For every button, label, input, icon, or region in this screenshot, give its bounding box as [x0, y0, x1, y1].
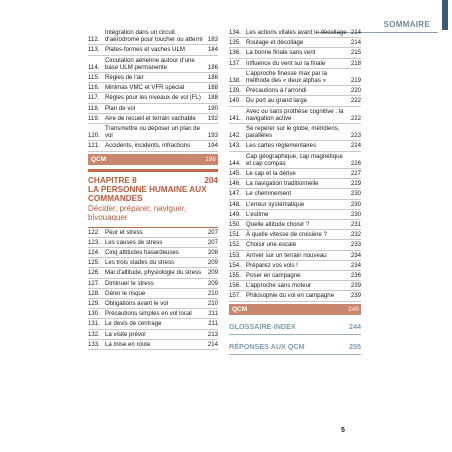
- entry-title: Minimas VMC et VFR spécial: [105, 84, 185, 92]
- toc-entry[interactable]: [229, 86, 361, 96]
- toc-entry[interactable]: [88, 104, 218, 114]
- entry-page: 234: [350, 261, 361, 269]
- toc-entry[interactable]: [229, 169, 361, 179]
- entry-number: 125.: [88, 259, 100, 267]
- entry-title: L’estime: [246, 210, 269, 218]
- entry-number: 142.: [229, 132, 241, 140]
- toc-entry[interactable]: [88, 28, 218, 45]
- entry-number: 150.: [229, 221, 241, 229]
- toc-entry[interactable]: [88, 141, 218, 151]
- entry-page: 214: [350, 39, 361, 47]
- entry-number: 147.: [229, 190, 241, 198]
- entry-page: 208: [207, 249, 218, 257]
- entry-title: Philosophie du vol en campagne: [246, 292, 335, 300]
- entry-page: 209: [207, 279, 218, 287]
- entry-page: 214: [350, 29, 361, 36]
- toc-entry[interactable]: [88, 83, 218, 93]
- entry-number: 114.: [88, 63, 100, 71]
- entry-page: 222: [350, 114, 361, 122]
- entry-page: 190: [207, 104, 218, 112]
- toc-entry[interactable]: [88, 45, 218, 55]
- toc-entry[interactable]: [229, 291, 361, 301]
- entry-title: Plan de vol: [105, 104, 136, 112]
- entry-number: 128.: [88, 289, 100, 297]
- entry-page: 214: [207, 340, 218, 348]
- toc-entry[interactable]: [229, 152, 361, 169]
- entry-title: Arriver sur un terrain nouveau: [246, 251, 327, 259]
- qcm-left-label: QCM: [91, 155, 107, 163]
- entry-page: 188: [207, 84, 218, 92]
- entry-page: 230: [350, 190, 361, 198]
- toc-entry[interactable]: [229, 59, 361, 69]
- left-bottom-list: [88, 228, 218, 350]
- entry-page: 230: [350, 210, 361, 218]
- entry-title: Le cap et la dérive: [246, 170, 296, 178]
- entry-title: Circulation aérienne autour d’une base ULM permanente: [105, 56, 195, 71]
- entry-page: 222: [350, 97, 361, 105]
- entry-number: 120.: [88, 132, 100, 140]
- toc-entry[interactable]: [229, 141, 361, 151]
- toc-entry[interactable]: [88, 309, 218, 319]
- toc-entry[interactable]: [88, 73, 218, 83]
- entry-title: Précautions à l’arrondi: [246, 87, 307, 95]
- entry-number: 148.: [229, 200, 241, 208]
- entry-title: Les actions vitales avant le décollage: [246, 29, 347, 36]
- entry-title: Les trois stades du stress: [105, 259, 175, 267]
- entry-number: 119.: [88, 114, 100, 122]
- entry-title: Règles de l’air: [105, 74, 144, 82]
- entry-number: 136.: [229, 49, 241, 57]
- toc-entry[interactable]: [88, 238, 218, 248]
- entry-number: 145.: [229, 170, 241, 178]
- sommaire-title: SOMMAIRE: [383, 20, 430, 29]
- left-top-list: [88, 28, 218, 152]
- entry-title: Précautions simples en vol local: [105, 310, 192, 318]
- entry-number: 139.: [229, 87, 241, 95]
- entry-page: 211: [208, 320, 218, 328]
- entry-title: La mise en route: [105, 340, 151, 348]
- entry-page: 218: [350, 59, 361, 67]
- entry-page: 194: [207, 142, 218, 150]
- entry-number: 133.: [88, 340, 100, 348]
- toc-entry[interactable]: [229, 240, 361, 250]
- entry-number: 121.: [88, 142, 100, 150]
- entry-title: Choisir une escale: [246, 241, 297, 249]
- toc-entry[interactable]: [229, 220, 361, 230]
- entry-page: 207: [207, 238, 218, 246]
- entry-page: 211: [208, 310, 218, 318]
- entry-title: Accidents, incidents, infractions: [105, 142, 191, 150]
- chapter-heading[interactable]: [88, 169, 218, 228]
- entry-title: Plates-formes et vaches ULM: [105, 46, 185, 54]
- entry-number: 140.: [229, 97, 241, 105]
- toc-entry[interactable]: [229, 179, 361, 189]
- toc-entry[interactable]: [229, 271, 361, 281]
- qcm-right-label: QCM: [232, 305, 248, 313]
- toc-entry[interactable]: [229, 230, 361, 240]
- entry-number: 137.: [229, 59, 241, 67]
- toc-entry[interactable]: [229, 96, 361, 106]
- entry-title: Diminuer le stress: [105, 279, 154, 287]
- toc-entry[interactable]: [229, 48, 361, 58]
- entry-number: 134.: [229, 29, 241, 36]
- entry-title: Se repérer sur le globe, méridiens, parallèles: [246, 125, 340, 140]
- entry-number: 112.: [88, 36, 100, 44]
- chapter-label: CHAPITRE 8: [88, 175, 137, 185]
- entry-number: 152.: [229, 241, 241, 249]
- right-list: [229, 28, 361, 302]
- entry-title: Quelle altitude choisir ?: [246, 221, 310, 229]
- toc-entry[interactable]: [229, 261, 361, 271]
- entry-page: 207: [207, 228, 218, 236]
- reponses-entry[interactable]: [229, 342, 361, 355]
- entry-number: 146.: [229, 180, 241, 188]
- entry-page: 192: [207, 114, 218, 122]
- entry-page: 239: [350, 282, 361, 290]
- entry-page: 220: [350, 87, 361, 95]
- entry-page: 234: [350, 251, 361, 259]
- entry-page: 186: [207, 74, 218, 82]
- entry-title: Cap géographique, cap magnétique et cap compas: [246, 152, 343, 167]
- entry-number: 115.: [88, 74, 100, 82]
- toc-entry[interactable]: [88, 124, 218, 141]
- entry-number: 132.: [88, 330, 100, 338]
- toc-entry[interactable]: [88, 340, 218, 350]
- entry-page: 215: [350, 49, 361, 57]
- toc-entry[interactable]: [88, 258, 218, 268]
- entry-page: 239: [350, 292, 361, 300]
- toc-entry[interactable]: [88, 279, 218, 289]
- toc-entry[interactable]: [88, 248, 218, 258]
- toc-entry[interactable]: [88, 114, 218, 124]
- entry-number: 143.: [229, 142, 241, 150]
- toc-entry[interactable]: [88, 93, 218, 103]
- entry-number: 156.: [229, 282, 241, 290]
- entry-title: Influence du vent sur la finale: [246, 59, 326, 67]
- entry-title: Gérer le risque: [105, 289, 146, 297]
- toc-entry[interactable]: [229, 107, 361, 124]
- chapter-subtitle: Décider, préparer, naviguer, bivouaquer: [88, 203, 187, 222]
- reponses-page: 255: [349, 341, 361, 351]
- glossaire-page: 244: [349, 321, 361, 331]
- toc-entry[interactable]: [229, 28, 361, 38]
- entry-number: 157.: [229, 292, 241, 300]
- entry-page: 236: [350, 272, 361, 280]
- entry-page: 193: [207, 132, 218, 140]
- entry-title: Règles pour les niveaux de vol (FL): [105, 94, 201, 102]
- toc-entry[interactable]: [88, 268, 218, 278]
- chapter-title: LA PERSONNE HUMAINE AUX COMMANDES: [88, 184, 207, 203]
- entry-title: Transmettre ou déposer un plan de vol: [105, 125, 200, 140]
- entry-number: 135.: [229, 39, 241, 47]
- entry-title: L’approche sans moteur: [246, 282, 312, 290]
- entry-title: Préparez vos vols !: [246, 261, 298, 269]
- entry-number: 154.: [229, 261, 241, 269]
- entry-number: 122.: [88, 228, 100, 236]
- toc-entry[interactable]: [229, 124, 361, 141]
- toc-entry[interactable]: [229, 210, 361, 220]
- qcm-right-bar[interactable]: [229, 304, 361, 315]
- entry-title: Les causes de stress: [105, 238, 163, 246]
- entry-title: Roulage et décollage: [246, 39, 304, 47]
- entry-number: 138.: [229, 77, 241, 85]
- entry-title: La bonne finale sans vent: [246, 49, 316, 57]
- entry-number: 144.: [229, 159, 241, 167]
- qcm-right-page: 240: [348, 305, 359, 313]
- page-number: 5: [341, 427, 345, 434]
- reponses-label: RÉPONSES AUX QCM: [229, 341, 305, 351]
- entry-page: 229: [350, 180, 361, 188]
- corner-bar: [442, 0, 448, 30]
- entry-page: 232: [350, 231, 361, 239]
- entry-page: 223: [350, 132, 361, 140]
- entry-title: L’erreur systématique: [246, 200, 305, 208]
- entry-title: Du port au grand large: [246, 97, 307, 105]
- entry-title: Peur et stress: [105, 228, 143, 236]
- entry-page: 224: [350, 142, 361, 150]
- entry-title: Le cheminement: [246, 190, 292, 198]
- entry-number: 127.: [88, 279, 100, 287]
- entry-number: 118.: [88, 104, 100, 112]
- entry-number: 151.: [229, 231, 241, 239]
- entry-number: 130.: [88, 310, 100, 318]
- entry-title: Le devis de centrage: [105, 320, 162, 328]
- entry-title: Mal d’altitude, physiologie du stress: [105, 269, 202, 277]
- entry-number: 141.: [229, 114, 241, 122]
- entry-page: 233: [350, 241, 361, 249]
- entry-page: 184: [207, 46, 218, 54]
- entry-page: 188: [207, 94, 218, 102]
- toc-entry[interactable]: [229, 281, 361, 291]
- entry-number: 129.: [88, 300, 100, 308]
- entry-number: 124.: [88, 249, 100, 257]
- entry-number: 117.: [88, 94, 100, 102]
- entry-page: 226: [350, 159, 361, 167]
- qcm-left-bar[interactable]: [88, 154, 218, 165]
- entry-title: À quelle vitesse de croisière ?: [246, 231, 327, 239]
- toc-entry[interactable]: [229, 189, 361, 199]
- qcm-left-page: 196: [205, 155, 216, 163]
- entry-page: 210: [207, 300, 218, 308]
- entry-title: Poser en campagne: [246, 272, 301, 280]
- chapter-page: 204: [204, 175, 218, 185]
- entry-page: 183: [207, 36, 218, 44]
- entry-title: Obligations avant le vol: [105, 300, 169, 308]
- glossaire-label: GLOSSAIRE-INDEX: [229, 321, 296, 331]
- entry-page: 230: [350, 200, 361, 208]
- entry-number: 116.: [88, 84, 100, 92]
- entry-page: 210: [207, 289, 218, 297]
- toc-entry[interactable]: [88, 289, 218, 299]
- entry-title: Intégration dans un circuit d’aérodrome pour toucher ou atterrir: [105, 29, 203, 44]
- entry-title: Aire de recueil et terrain vachable: [105, 114, 196, 122]
- entry-number: 149.: [229, 210, 241, 218]
- entry-title: La visite prévol: [105, 330, 146, 338]
- entry-title: Les cartes réglementaires: [246, 142, 317, 150]
- entry-number: 131.: [88, 320, 100, 328]
- entry-page: 186: [207, 63, 218, 71]
- toc-entry[interactable]: [229, 200, 361, 210]
- toc-entry[interactable]: [229, 251, 361, 261]
- entry-title: Cinq attitudes hasardeuses: [105, 249, 179, 257]
- entry-title: L’approche finesse max par la méthode des « deux alphas »: [246, 69, 327, 85]
- entry-number: 126.: [88, 269, 100, 277]
- entry-number: 155.: [229, 272, 241, 280]
- toc-entry[interactable]: [88, 56, 218, 73]
- glossaire-entry[interactable]: [229, 322, 361, 335]
- entry-title: La navigation traditionnelle: [246, 180, 319, 188]
- toc-entry[interactable]: [88, 299, 218, 309]
- toc-entry[interactable]: [88, 330, 218, 340]
- entry-title: Avec ou sans prothèse cognitive : la navigation active: [246, 107, 344, 122]
- entry-page: 209: [207, 259, 218, 267]
- entry-page: 213: [207, 330, 218, 338]
- right-column: [229, 28, 361, 355]
- toc-entry[interactable]: [88, 228, 218, 238]
- entry-number: 113.: [88, 46, 100, 54]
- toc-entry[interactable]: [229, 38, 361, 48]
- entry-page: 231: [350, 221, 361, 229]
- toc-entry[interactable]: [229, 69, 361, 86]
- entry-number: 123.: [88, 238, 100, 246]
- entry-page: 219: [350, 77, 361, 85]
- left-column: [88, 28, 218, 350]
- entry-page: 227: [350, 170, 361, 178]
- entry-page: 209: [207, 269, 218, 277]
- toc-entry[interactable]: [88, 319, 218, 329]
- entry-number: 153.: [229, 251, 241, 259]
